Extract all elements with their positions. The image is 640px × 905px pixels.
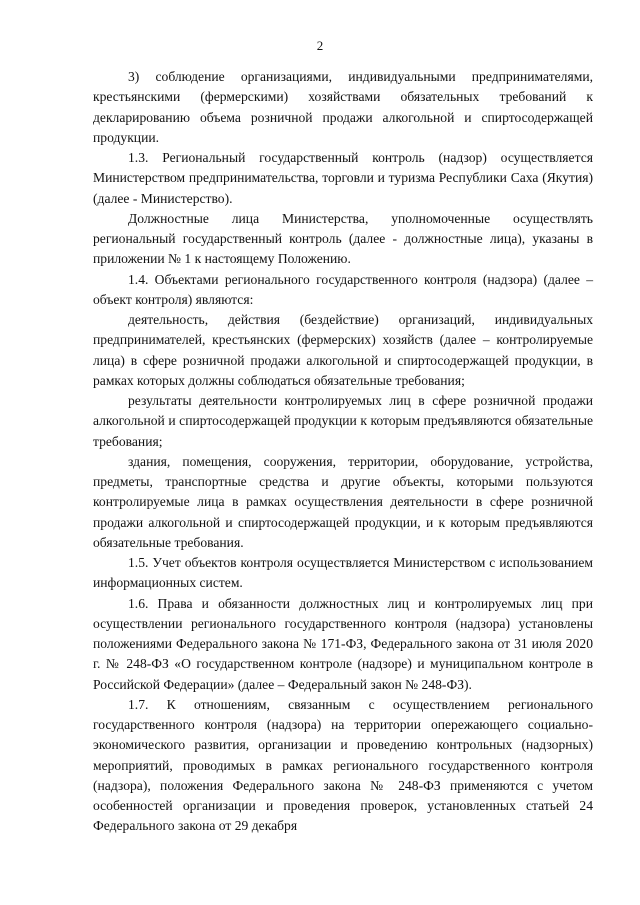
paragraph-1-7: 1.7. К отношениям, связанным с осуществлением регионального государственного контроля (надзора) на территории опережающего социально-экономического развития, организации и проведению контрольных (надзорных) мероприятий, проводимых в рамках регионального государственного контроля (надзора), положения Федерального закона № 248-ФЗ применяются с учетом особенностей организации и проведения проверок, установленных статьей 24 Федерального закона от 29 декабря xyxy=(93,696,593,834)
paragraph-activity: деятельность, действия (бездействие) организаций, индивидуальных предпринимателей, крестьянских (фермерских) хозяйств (далее – контролируемые лица) в сфере розничной продажи алкогольной и спиртосодержащей продукции, в рамках которых должны соблюдаться обязательные требования; xyxy=(93,312,593,388)
document-body xyxy=(93,67,593,837)
paragraph-officials: Должностные лица Министерства, уполномоченные осуществлять региональный государственный контроль (далее - должностные лица), указаны в приложении № 1 к настоящему Положению. xyxy=(93,210,593,267)
paragraph-results: результаты деятельности контролируемых лиц в сфере розничной продажи алкогольной и спиртосодержащей продукции к которым предъявляются обязательные требования; xyxy=(93,393,593,449)
paragraph-1-5: 1.5. Учет объектов контроля осуществляется Министерством с использованием информационных систем. xyxy=(93,555,593,591)
page-number: 2 xyxy=(316,38,324,53)
paragraph-item-3: 3) соблюдение организациями, индивидуальными предпринимателями, крестьянскими (фермерскими) хозяйствами обязательных требований к декларированию объема розничной продажи алкогольной и спиртосодержащей продукции. xyxy=(93,69,593,145)
paragraph-1-3: 1.3. Региональный государственный контроль (надзор) осуществляется Министерством предпринимательства, торговли и туризма Республики Саха (Якутия) (далее - Министерство). xyxy=(93,150,593,206)
paragraph-1-4: 1.4. Объектами регионального государственного контроля (надзора) (далее – объект контроля) являются: xyxy=(93,271,593,307)
paragraph-1-6: 1.6. Права и обязанности должностных лиц и контролируемых лиц при осуществлении регионального государственного контроля (надзора) установлены положениями Федерального закона № 171-ФЗ, Федерального закона от 31 июля 2020 г. № 248-ФЗ «О государственном контроле (надзоре) и муниципальном контроле в Российской Федерации» (далее – Федеральный закон № 248-ФЗ). xyxy=(93,595,593,692)
paragraph-buildings: здания, помещения, сооружения, территории, оборудование, устройства, предметы, транспортные средства и другие объекты, которыми пользуются контролируемые лица в рамках осуществления деятельности в сфере розничной продажи алкогольной и спиртосодержащей продукции, и к которым предъявляются обязательные требования. xyxy=(93,453,593,550)
